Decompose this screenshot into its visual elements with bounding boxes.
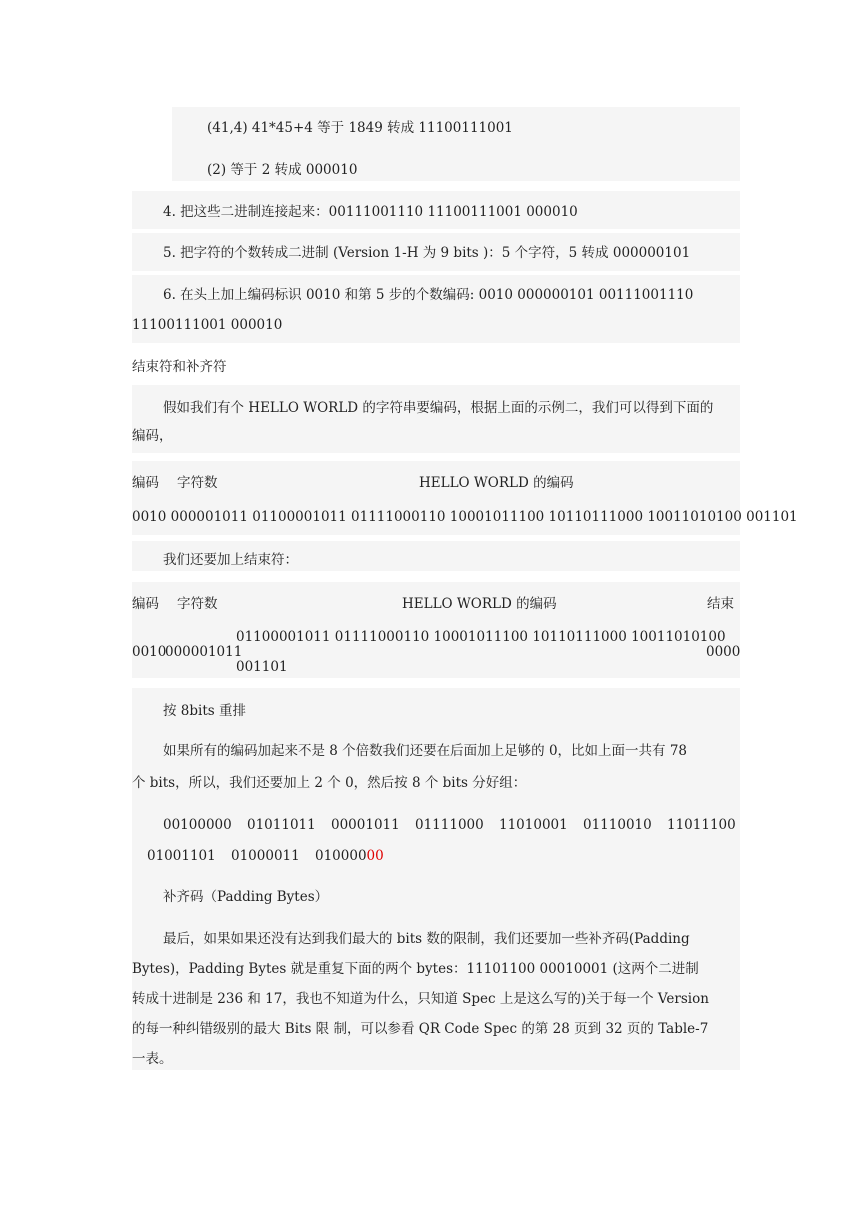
table1-row: 0010 000001011 01100001011 01111000110 10001011100 10110111000 10011010100 001101 — [132, 509, 798, 525]
byte-10 — [315, 846, 384, 866]
byte-2: 01011011 — [247, 817, 316, 833]
band-hello-intro — [132, 385, 740, 453]
table1-header-count: 字符数 — [177, 475, 218, 491]
table2-header-end: 结束 — [707, 596, 734, 612]
table2-header-mode: 编码 — [132, 596, 159, 612]
table2-header-data: HELLO WORLD 的编码 — [402, 596, 557, 612]
padding-line5: 一表。 — [132, 1051, 173, 1067]
step-41-4: (41,4) 41*45+4 等于 1849 转成 11100111001 — [207, 120, 513, 136]
table2-header-count: 字符数 — [177, 596, 218, 612]
step-5: 5. 把字符的个数转成二进制 (Version 1-H 为 9 bits )：5 个字符，5 转成 000000101 — [163, 245, 691, 261]
padding-line3: 转成十进制是 236 和 17，我也不知道为什么，只知道 Spec 上是这么写的)关于每一个 Version — [132, 991, 709, 1007]
byte-5: 11010001 — [499, 817, 568, 833]
regroup-heading: 按 8bits 重排 — [163, 703, 246, 719]
table2-data-line1: 01100001011 01111000110 10001011100 10110111000 10011010100 — [236, 629, 726, 645]
table1-header-mode: 编码 — [132, 475, 159, 491]
padding-line1: 最后，如果如果还没有达到我们最大的 bits 数的限制，我们还要加一些补齐码(Padding — [163, 931, 690, 947]
table2-count: 000001011 — [165, 644, 243, 660]
byte-1: 00100000 — [163, 817, 232, 833]
padding-line4: 的每一种纠错级别的最大 Bits 限 制，可以参看 QR Code Spec 的第 28 页到 32 页的 Table-7 — [132, 1021, 709, 1037]
table2-data-line2: 001101 — [236, 659, 288, 675]
byte-9: 01000011 — [231, 848, 300, 864]
table1-header-data: HELLO WORLD 的编码 — [419, 475, 574, 491]
table2-end: 0000 — [706, 644, 741, 660]
byte-3: 00001011 — [331, 817, 400, 833]
step-4: 4. 把这些二进制连接起来：00111001110 11100111001 000010 — [163, 204, 578, 220]
byte-7: 11011100 — [667, 817, 736, 833]
regroup-line1: 如果所有的编码加起来不是 8 个倍数我们还要在后面加上足够的 0，比如上面一共有 78 — [163, 743, 688, 759]
byte-4: 01111000 — [415, 817, 484, 833]
byte-6: 01110010 — [583, 817, 652, 833]
step-2: (2) 等于 2 转成 000010 — [207, 162, 358, 178]
hello-intro-line1: 假如我们有个 HELLO WORLD 的字符串要编码，根据上面的示例二，我们可以得到下面的 — [163, 400, 714, 416]
padding-line2: Bytes)，Padding Bytes 就是重复下面的两个 bytes：11101100 00010001 (这两个二进制 — [132, 961, 699, 977]
byte-8: 01001101 — [147, 848, 216, 864]
hello-intro-line2: 编码， — [132, 428, 173, 444]
regroup-line2: 个 bits，所以，我们还要加上 2 个 0，然后按 8 个 bits 分好组： — [132, 775, 527, 791]
byte-10-padding-zeros: 00 — [366, 848, 384, 864]
terminator-heading: 结束符和补齐符 — [132, 359, 227, 375]
add-terminator: 我们还要加上结束符： — [163, 552, 298, 568]
table2-mode: 0010 — [132, 644, 167, 660]
step-6-line1: 6. 在头上加上编码标识 0010 和第 5 步的个数编码: 0010 000000101 00111001110 — [163, 287, 694, 303]
padding-heading: 补齐码（Padding Bytes） — [163, 889, 329, 905]
byte-10-data: 010000 — [315, 848, 367, 864]
step-6-line2: 11100111001 000010 — [132, 317, 283, 333]
